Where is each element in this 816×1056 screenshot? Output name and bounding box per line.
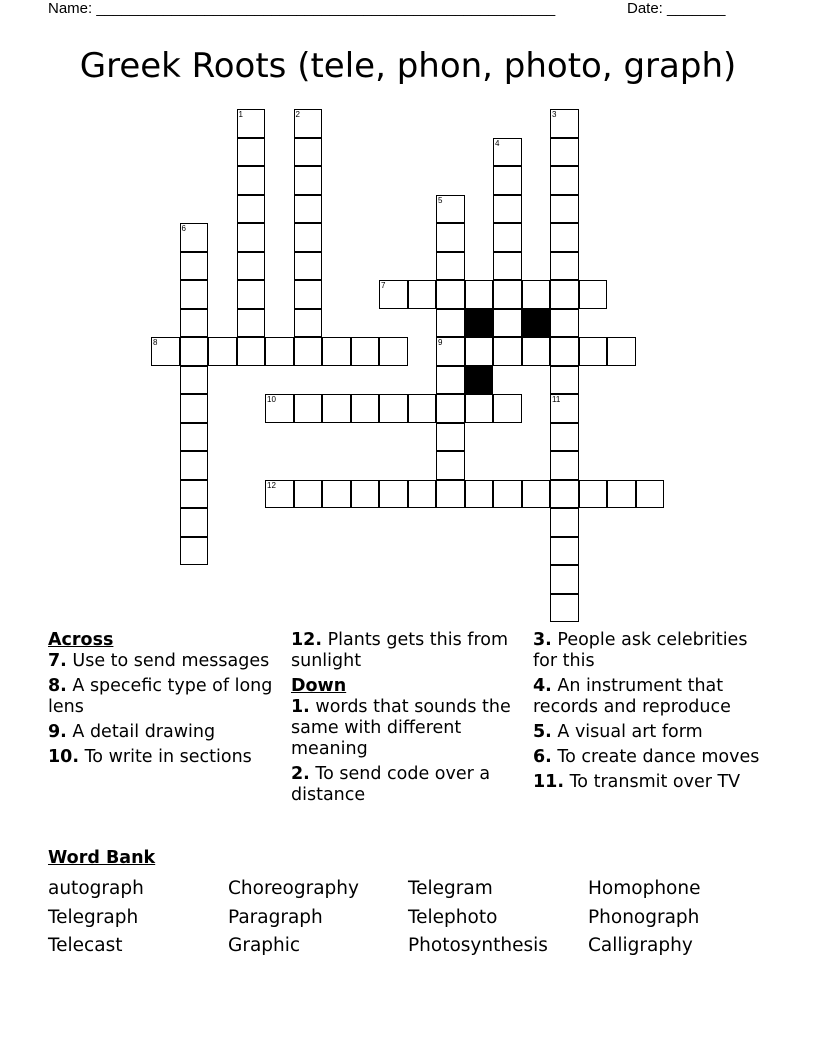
crossword-cell[interactable] [294, 138, 323, 167]
cell-number: 11 [552, 395, 561, 404]
cell-number: 1 [238, 110, 243, 119]
crossword-cell[interactable] [237, 337, 266, 366]
clue-down-5 [533, 722, 773, 743]
crossword-cell[interactable] [180, 451, 209, 480]
crossword-cell[interactable] [550, 594, 579, 623]
crossword-cell[interactable] [550, 537, 579, 566]
crossword-cell[interactable] [493, 223, 522, 252]
crossword-cell[interactable] [379, 280, 408, 309]
crossword-cell[interactable] [237, 252, 266, 281]
cell-number: 8 [153, 338, 158, 347]
crossword-cell[interactable] [550, 423, 579, 452]
clue-text: Plants gets this from sunlight [291, 630, 509, 671]
clue-text: To create dance moves [557, 747, 760, 767]
word-bank-word: Telegram [408, 878, 493, 899]
crossword-cell[interactable] [237, 166, 266, 195]
crossword-cell[interactable] [579, 480, 608, 509]
crossword-cell[interactable] [351, 394, 380, 423]
clue-down-2 [291, 764, 528, 806]
cell-number: 7 [381, 281, 386, 290]
crossword-cell[interactable] [436, 280, 465, 309]
name-field: Name: _______________________________________________________ [48, 0, 556, 17]
crossword-cell[interactable] [436, 309, 465, 338]
crossword-black-cell [522, 309, 551, 338]
crossword-cell[interactable] [180, 337, 209, 366]
crossword-cell[interactable] [436, 252, 465, 281]
clue-text: To transmit over TV [569, 772, 741, 792]
crossword-cell[interactable] [522, 480, 551, 509]
crossword-cell[interactable] [237, 109, 266, 138]
crossword-cell[interactable] [151, 337, 180, 366]
crossword-cell[interactable] [294, 195, 323, 224]
crossword-cell[interactable] [294, 252, 323, 281]
crossword-cell[interactable] [237, 280, 266, 309]
word-bank-word: Telecast [48, 935, 123, 956]
crossword-cell[interactable] [379, 337, 408, 366]
crossword-cell[interactable] [550, 451, 579, 480]
crossword-cell[interactable] [550, 480, 579, 509]
crossword-cell[interactable] [237, 195, 266, 224]
crossword-cell[interactable] [379, 480, 408, 509]
crossword-cell[interactable] [237, 223, 266, 252]
clue-text: A specefic type of long lens [48, 676, 273, 717]
cell-number: 6 [181, 224, 186, 233]
crossword-cell[interactable] [294, 337, 323, 366]
word-bank-word: Phonograph [588, 906, 700, 928]
crossword-black-cell [465, 309, 494, 338]
crossword-cell[interactable] [550, 280, 579, 309]
clue-down-6 [533, 747, 773, 768]
word-bank-word: Calligraphy [588, 935, 693, 956]
clue-text: To write in sections [84, 747, 252, 767]
crossword-cell[interactable] [436, 195, 465, 224]
crossword-cell[interactable] [493, 280, 522, 309]
word-bank-word: Homophone [588, 878, 701, 899]
crossword-cell[interactable] [550, 195, 579, 224]
crossword-cell[interactable] [436, 223, 465, 252]
cell-number: 9 [438, 338, 443, 347]
clue-text: An instrument that records and reproduce [533, 676, 731, 717]
clue-across-9 [48, 722, 283, 743]
clue-number: 11. [533, 772, 565, 792]
crossword-cell[interactable] [493, 252, 522, 281]
crossword-cell[interactable] [550, 166, 579, 195]
clue-number: 3. [533, 630, 552, 650]
across-heading: Across [48, 630, 114, 650]
crossword-cell[interactable] [237, 309, 266, 338]
clue-number: 8. [48, 676, 67, 696]
crossword-cell[interactable] [550, 252, 579, 281]
clue-across-10 [48, 747, 283, 768]
word-bank-word: Telephoto [408, 906, 498, 928]
clue-across-12 [291, 630, 528, 672]
word-bank-heading: Word Bank [48, 848, 156, 868]
word-bank-word: Telegraph [48, 906, 139, 928]
word-bank-word: Choreography [228, 878, 359, 899]
clue-number: 9. [48, 722, 67, 742]
crossword-cell[interactable] [180, 366, 209, 395]
crossword-black-cell [465, 366, 494, 395]
crossword-cell[interactable] [265, 480, 294, 509]
crossword-cell[interactable] [550, 337, 579, 366]
crossword-cell[interactable] [550, 565, 579, 594]
clue-text: words that sounds the same with different meaning [291, 697, 511, 759]
crossword-cell[interactable] [265, 394, 294, 423]
crossword-cell[interactable] [436, 394, 465, 423]
clue-across-8 [48, 676, 283, 718]
crossword-cell[interactable] [180, 223, 209, 252]
clue-text: To send code over a distance [291, 764, 491, 805]
clue-number: 10. [48, 747, 80, 767]
crossword-cell[interactable] [550, 309, 579, 338]
down-heading: Down [291, 676, 347, 696]
cell-number: 2 [295, 110, 300, 119]
cell-number: 4 [495, 138, 500, 148]
word-bank-word: Photosynthesis [408, 935, 548, 956]
crossword-cell[interactable] [522, 280, 551, 309]
crossword-cell[interactable] [180, 280, 209, 309]
crossword-cell[interactable] [465, 394, 494, 423]
clues-column-3 [533, 630, 773, 797]
crossword-cell[interactable] [294, 280, 323, 309]
crossword-cell[interactable] [408, 394, 437, 423]
crossword-cell[interactable] [493, 309, 522, 338]
clue-down-4 [533, 676, 773, 718]
clue-number: 6. [533, 747, 552, 767]
crossword-cell[interactable] [465, 280, 494, 309]
crossword-cell[interactable] [379, 394, 408, 423]
clue-down-1 [291, 697, 528, 760]
crossword-cell[interactable] [408, 480, 437, 509]
crossword-cell[interactable] [493, 394, 522, 423]
clue-down-3 [533, 630, 773, 672]
crossword-cell[interactable] [180, 508, 209, 537]
clue-text: A detail drawing [72, 722, 216, 742]
crossword-cell[interactable] [579, 280, 608, 309]
crossword-cell[interactable] [436, 423, 465, 452]
crossword-cell[interactable] [436, 366, 465, 395]
clue-text: A visual art form [557, 722, 703, 742]
crossword-cell[interactable] [493, 195, 522, 224]
cell-number: 5 [438, 195, 443, 205]
crossword-cell[interactable] [465, 480, 494, 509]
crossword-cell[interactable] [351, 480, 380, 509]
crossword-cell[interactable] [294, 223, 323, 252]
clue-number: 5. [533, 722, 552, 742]
clue-number: 12. [291, 630, 323, 650]
crossword-cell[interactable] [436, 480, 465, 509]
crossword-cell[interactable] [322, 480, 351, 509]
crossword-cell[interactable] [408, 280, 437, 309]
clue-number: 4. [533, 676, 552, 696]
cell-number: 3 [552, 110, 557, 119]
clue-number: 7. [48, 651, 67, 671]
page-title: Greek Roots (tele, phon, photo, graph) [79, 46, 737, 86]
cell-number: 10 [267, 395, 276, 404]
clue-number: 1. [291, 697, 310, 717]
clue-text: Use to send messages [72, 651, 270, 671]
crossword-cell[interactable] [607, 337, 636, 366]
crossword-cell[interactable] [180, 394, 209, 423]
clue-down-11 [533, 772, 773, 793]
crossword-cell[interactable] [237, 138, 266, 167]
crossword-cell[interactable] [550, 109, 579, 138]
crossword-cell[interactable] [294, 480, 323, 509]
crossword-cell[interactable] [493, 166, 522, 195]
crossword-cell[interactable] [180, 252, 209, 281]
crossword-cell[interactable] [493, 337, 522, 366]
crossword-cell[interactable] [208, 337, 237, 366]
crossword-cell[interactable] [180, 423, 209, 452]
crossword-cell[interactable] [180, 480, 209, 509]
crossword-cell[interactable] [465, 337, 494, 366]
crossword-cell[interactable] [579, 337, 608, 366]
crossword-cell[interactable] [493, 480, 522, 509]
crossword-cell[interactable] [550, 138, 579, 167]
crossword-cell[interactable] [180, 309, 209, 338]
crossword-cell[interactable] [636, 480, 665, 509]
crossword-cell[interactable] [294, 394, 323, 423]
crossword-cell[interactable] [607, 480, 636, 509]
clue-text: People ask celebrities for this [533, 630, 748, 671]
word-bank-word: Graphic [228, 935, 301, 956]
clue-number: 2. [291, 764, 310, 784]
word-bank-word: Paragraph [228, 906, 323, 928]
crossword-cell[interactable] [294, 309, 323, 338]
crossword-cell[interactable] [265, 337, 294, 366]
crossword-cell[interactable] [522, 337, 551, 366]
clues-column-2 [291, 630, 528, 810]
crossword-cell[interactable] [436, 451, 465, 480]
crossword-cell[interactable] [550, 508, 579, 537]
date-field: Date: _______ [627, 0, 726, 17]
crossword-cell[interactable] [294, 166, 323, 195]
crossword-cell[interactable] [550, 366, 579, 395]
crossword-cell[interactable] [294, 109, 323, 138]
crossword-cell[interactable] [550, 394, 579, 423]
word-bank-word: autograph [48, 878, 144, 899]
clues-column-1 [48, 630, 283, 772]
clue-across-7 [48, 651, 283, 672]
crossword-cell[interactable] [436, 337, 465, 366]
crossword-cell[interactable] [322, 337, 351, 366]
crossword-cell[interactable] [351, 337, 380, 366]
crossword-cell[interactable] [180, 537, 209, 566]
crossword-cell[interactable] [493, 138, 522, 167]
crossword-cell[interactable] [322, 394, 351, 423]
crossword-cell[interactable] [550, 223, 579, 252]
cell-number: 12 [267, 480, 276, 490]
